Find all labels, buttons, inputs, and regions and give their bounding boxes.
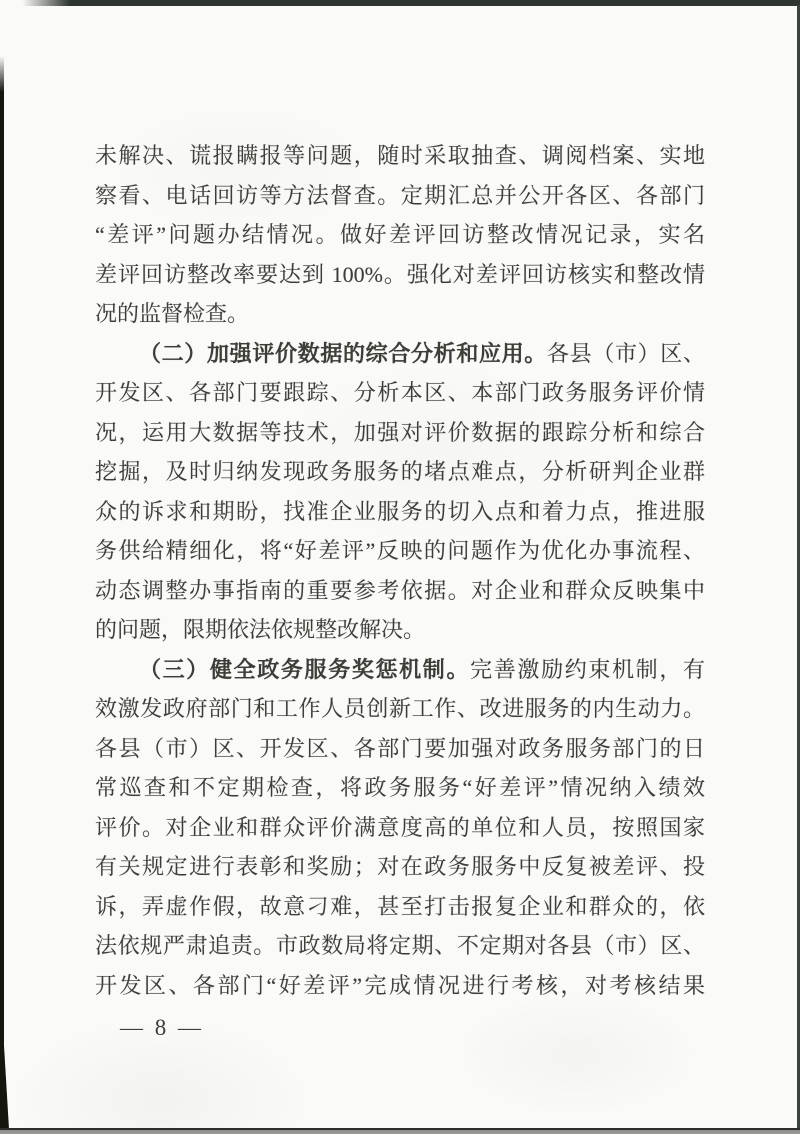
scan-edge-top	[0, 0, 800, 6]
section-2-heading: （二）加强评价数据的综合分析和应用。	[139, 340, 547, 366]
body-text-line: 评价。对企业和群众评价满意度高的单位和人员，按照国家	[95, 814, 705, 840]
scan-edge-left	[0, 56, 4, 1130]
body-text-line: 有关规定进行表彰和奖励；对在政务服务中反复被差评、投	[95, 854, 705, 879]
body-text-line: 未解决、谎报瞒报等问题，随时采取抽查、调阅档案、实地	[95, 143, 705, 168]
body-text-line: 的问题，限期依法依规整改解决。	[95, 617, 426, 642]
section-2-lead-line	[95, 334, 705, 374]
body-text: 各县（市）区、	[546, 340, 705, 366]
body-text-line: 差评回访整改率要达到 100%。强化对差评回访核实和整改情	[95, 261, 705, 287]
body-text-line: 况的监督检查。	[95, 301, 250, 326]
body-text-line: 挖掘，及时归纳发现政务服务的堵点难点，分析研判企业群	[95, 459, 705, 484]
body-text-line: 开发区、各部门“好差评”完成情况进行考核，对考核结果	[95, 972, 705, 998]
body-text-line: 况，运用大数据等技术，加强对评价数据的跟踪分析和综合	[95, 419, 705, 445]
body-text-line: 法依规严肃追责。市政数局将定期、不定期对各县（市）区、	[95, 933, 705, 958]
section-3-lead-line	[95, 650, 705, 690]
body-text-line: “差评”问题办结情况。做好差评回访整改情况记录，实名	[95, 222, 705, 247]
body-text-line: 察看、电话回访等方法督查。定期汇总并公开各区、各部门	[95, 182, 705, 208]
page-number: — 8 —	[120, 1015, 204, 1040]
body-text-line: 诉，弄虚作假，故意刁难，甚至打击报复企业和群众的，依	[95, 893, 705, 919]
body-text-line: 开发区、各部门要跟踪、分析本区、本部门政务服务评价情	[95, 380, 705, 405]
body-text-line: 效激发政府部门和工作人员创新工作、改进服务的内生动力。	[95, 696, 705, 721]
body-text-line: 众的诉求和期盼，找准企业服务的切入点和着力点，推进服	[95, 498, 705, 524]
document-body	[95, 136, 705, 1005]
body-text-line: 动态调整办事指南的重要参考依据。对企业和群众反映集中	[95, 577, 705, 603]
body-text: 完善激励约束机制，有	[470, 656, 705, 682]
body-text-line: 务供给精细化，将“好差评”反映的问题作为优化办事流程、	[95, 538, 705, 563]
section-3-heading: （三）健全政务服务奖惩机制。	[139, 656, 471, 682]
body-text-line: 常巡查和不定期检查，将政务服务“好差评”情况纳入绩效	[95, 775, 705, 800]
body-text-line: 各县（市）区、开发区、各部门要加强对政务服务部门的日	[95, 735, 705, 761]
scan-edge-bottom	[0, 1128, 800, 1134]
scan-edge-left-wedge	[0, 1039, 9, 1129]
